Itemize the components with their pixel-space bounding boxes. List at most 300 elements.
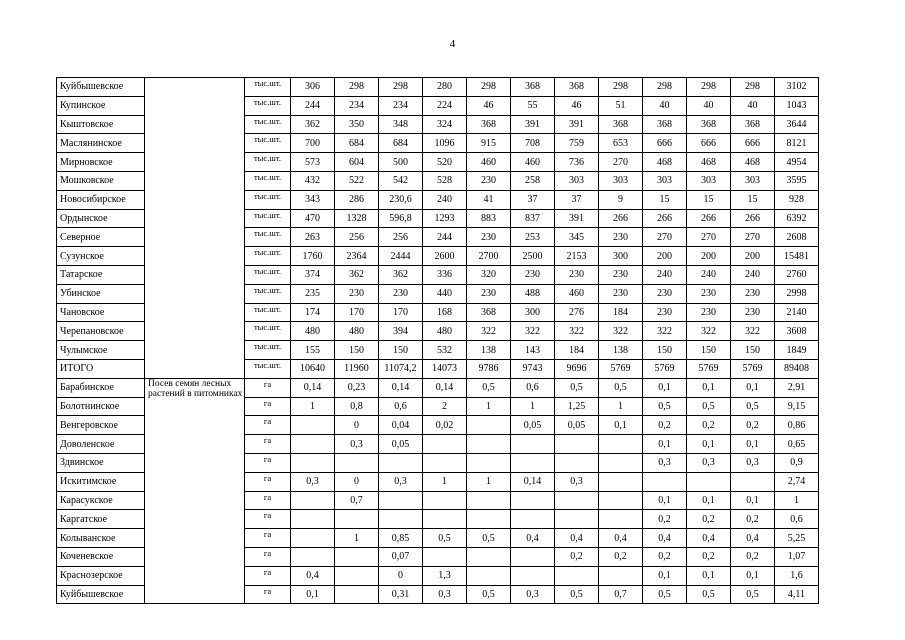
value-cell: 155 bbox=[291, 341, 335, 360]
value-cell bbox=[291, 453, 335, 472]
value-cell: 258 bbox=[511, 171, 555, 190]
value-cell: 230 bbox=[599, 265, 643, 284]
value-cell: 653 bbox=[599, 134, 643, 153]
value-cell: 4954 bbox=[775, 153, 819, 172]
value-cell: 684 bbox=[379, 134, 423, 153]
value-cell: 5,25 bbox=[775, 529, 819, 548]
value-cell: 1 bbox=[423, 472, 467, 491]
value-cell: 253 bbox=[511, 228, 555, 247]
value-cell: 256 bbox=[335, 228, 379, 247]
value-cell: 394 bbox=[379, 322, 423, 341]
value-cell: 0,2 bbox=[555, 547, 599, 566]
value-cell: 0,86 bbox=[775, 416, 819, 435]
value-cell: 0,23 bbox=[335, 378, 379, 397]
value-cell: 0,3 bbox=[555, 472, 599, 491]
value-cell: 9 bbox=[599, 190, 643, 209]
value-cell: 0,3 bbox=[643, 453, 687, 472]
unit-cell: тыс.шт. bbox=[245, 284, 291, 303]
value-cell: 322 bbox=[643, 322, 687, 341]
value-cell bbox=[335, 566, 379, 585]
value-cell: 0,5 bbox=[467, 585, 511, 604]
unit-cell: тыс.шт. bbox=[245, 78, 291, 97]
value-cell: 684 bbox=[335, 134, 379, 153]
value-cell: 266 bbox=[731, 209, 775, 228]
value-cell bbox=[379, 491, 423, 510]
unit-cell: га bbox=[245, 491, 291, 510]
value-cell: 0,1 bbox=[643, 491, 687, 510]
value-cell: 0,7 bbox=[599, 585, 643, 604]
value-cell: 320 bbox=[467, 265, 511, 284]
value-cell: 270 bbox=[687, 228, 731, 247]
value-cell: 0,5 bbox=[555, 585, 599, 604]
unit-cell: тыс.шт. bbox=[245, 322, 291, 341]
value-cell: 460 bbox=[511, 153, 555, 172]
value-cell: 230 bbox=[643, 303, 687, 322]
value-cell bbox=[379, 453, 423, 472]
value-cell: 0,5 bbox=[467, 378, 511, 397]
value-cell: 0,2 bbox=[643, 547, 687, 566]
value-cell: 1760 bbox=[291, 247, 335, 266]
value-cell: 0,4 bbox=[731, 529, 775, 548]
value-cell: 150 bbox=[643, 341, 687, 360]
value-cell: 0,05 bbox=[555, 416, 599, 435]
value-cell: 0,8 bbox=[335, 397, 379, 416]
value-cell bbox=[467, 510, 511, 529]
value-cell: 2600 bbox=[423, 247, 467, 266]
value-cell: 368 bbox=[467, 303, 511, 322]
value-cell: 89408 bbox=[775, 359, 819, 378]
value-cell: 0,31 bbox=[379, 585, 423, 604]
value-cell: 0,2 bbox=[731, 510, 775, 529]
value-cell: 0,3 bbox=[291, 472, 335, 491]
value-cell: 1293 bbox=[423, 209, 467, 228]
value-cell: 168 bbox=[423, 303, 467, 322]
value-cell: 298 bbox=[379, 78, 423, 97]
value-cell: 40 bbox=[687, 96, 731, 115]
value-cell: 368 bbox=[599, 115, 643, 134]
value-cell: 0,2 bbox=[731, 547, 775, 566]
value-cell: 0,3 bbox=[423, 585, 467, 604]
value-cell: 0,9 bbox=[775, 453, 819, 472]
value-cell: 270 bbox=[643, 228, 687, 247]
value-cell: 234 bbox=[335, 96, 379, 115]
value-cell: 184 bbox=[599, 303, 643, 322]
district-name: Искитимское bbox=[57, 472, 145, 491]
value-cell: 46 bbox=[555, 96, 599, 115]
district-name: ИТОГО bbox=[57, 359, 145, 378]
value-cell: 700 bbox=[291, 134, 335, 153]
value-cell: 0,4 bbox=[599, 529, 643, 548]
value-cell: 3595 bbox=[775, 171, 819, 190]
value-cell bbox=[555, 453, 599, 472]
value-cell: 480 bbox=[335, 322, 379, 341]
value-cell: 51 bbox=[599, 96, 643, 115]
value-cell bbox=[291, 416, 335, 435]
value-cell: 263 bbox=[291, 228, 335, 247]
value-cell: 0,6 bbox=[775, 510, 819, 529]
value-cell: 0,2 bbox=[687, 547, 731, 566]
value-cell: 460 bbox=[467, 153, 511, 172]
value-cell: 170 bbox=[379, 303, 423, 322]
district-name: Болотнинское bbox=[57, 397, 145, 416]
value-cell: 322 bbox=[731, 322, 775, 341]
value-cell: 1,07 bbox=[775, 547, 819, 566]
value-cell bbox=[423, 510, 467, 529]
value-cell: 324 bbox=[423, 115, 467, 134]
value-cell: 368 bbox=[687, 115, 731, 134]
value-cell: 0,5 bbox=[599, 378, 643, 397]
value-cell: 10640 bbox=[291, 359, 335, 378]
value-cell: 230 bbox=[467, 284, 511, 303]
value-cell: 0 bbox=[335, 472, 379, 491]
value-cell: 300 bbox=[511, 303, 555, 322]
value-cell: 666 bbox=[731, 134, 775, 153]
value-cell bbox=[335, 547, 379, 566]
value-cell: 0,5 bbox=[731, 397, 775, 416]
value-cell: 298 bbox=[643, 78, 687, 97]
value-cell: 0,14 bbox=[423, 378, 467, 397]
value-cell: 6392 bbox=[775, 209, 819, 228]
value-cell: 573 bbox=[291, 153, 335, 172]
value-cell: 0,05 bbox=[379, 435, 423, 454]
value-cell: 0,2 bbox=[643, 416, 687, 435]
value-cell: 0,3 bbox=[731, 453, 775, 472]
value-cell bbox=[379, 510, 423, 529]
value-cell bbox=[291, 529, 335, 548]
value-cell bbox=[687, 472, 731, 491]
value-cell bbox=[511, 453, 555, 472]
value-cell: 362 bbox=[291, 115, 335, 134]
unit-cell: га bbox=[245, 566, 291, 585]
value-cell: 0,2 bbox=[643, 510, 687, 529]
value-cell: 235 bbox=[291, 284, 335, 303]
value-cell: 0,85 bbox=[379, 529, 423, 548]
value-cell: 230,6 bbox=[379, 190, 423, 209]
value-cell: 298 bbox=[467, 78, 511, 97]
value-cell: 1043 bbox=[775, 96, 819, 115]
value-cell: 460 bbox=[555, 284, 599, 303]
value-cell: 0,05 bbox=[511, 416, 555, 435]
value-cell: 3102 bbox=[775, 78, 819, 97]
district-name: Куйбышевское bbox=[57, 585, 145, 604]
value-cell: 15481 bbox=[775, 247, 819, 266]
value-cell: 230 bbox=[687, 303, 731, 322]
value-cell: 368 bbox=[731, 115, 775, 134]
value-cell: 1 bbox=[467, 397, 511, 416]
value-cell bbox=[467, 435, 511, 454]
district-name: Северное bbox=[57, 228, 145, 247]
value-cell bbox=[731, 472, 775, 491]
unit-cell: га bbox=[245, 547, 291, 566]
value-cell: 303 bbox=[687, 171, 731, 190]
value-cell bbox=[335, 453, 379, 472]
value-cell: 470 bbox=[291, 209, 335, 228]
value-cell: 143 bbox=[511, 341, 555, 360]
value-cell: 2364 bbox=[335, 247, 379, 266]
value-cell: 0,4 bbox=[687, 529, 731, 548]
value-cell: 4,11 bbox=[775, 585, 819, 604]
value-cell: 759 bbox=[555, 134, 599, 153]
district-name: Коченевское bbox=[57, 547, 145, 566]
value-cell: 240 bbox=[643, 265, 687, 284]
value-cell: 0,07 bbox=[379, 547, 423, 566]
value-cell bbox=[335, 585, 379, 604]
value-cell bbox=[291, 435, 335, 454]
value-cell: 391 bbox=[511, 115, 555, 134]
value-cell: 234 bbox=[379, 96, 423, 115]
district-name: Купинское bbox=[57, 96, 145, 115]
value-cell: 0,14 bbox=[291, 378, 335, 397]
unit-cell: тыс.шт. bbox=[245, 171, 291, 190]
value-cell: 170 bbox=[335, 303, 379, 322]
value-cell: 2,74 bbox=[775, 472, 819, 491]
value-cell: 1 bbox=[335, 529, 379, 548]
value-cell: 336 bbox=[423, 265, 467, 284]
unit-cell: га bbox=[245, 397, 291, 416]
value-cell: 368 bbox=[555, 78, 599, 97]
unit-cell: га bbox=[245, 472, 291, 491]
value-cell: 2444 bbox=[379, 247, 423, 266]
value-cell: 0,02 bbox=[423, 416, 467, 435]
value-cell: 520 bbox=[423, 153, 467, 172]
value-cell: 0,1 bbox=[687, 378, 731, 397]
value-cell: 1096 bbox=[423, 134, 467, 153]
value-cell bbox=[423, 435, 467, 454]
value-cell: 0,2 bbox=[599, 547, 643, 566]
value-cell: 0,1 bbox=[731, 435, 775, 454]
value-cell: 174 bbox=[291, 303, 335, 322]
unit-cell: тыс.шт. bbox=[245, 303, 291, 322]
value-cell: 230 bbox=[731, 284, 775, 303]
value-cell bbox=[467, 547, 511, 566]
value-cell: 306 bbox=[291, 78, 335, 97]
value-cell: 11960 bbox=[335, 359, 379, 378]
unit-cell: тыс.шт. bbox=[245, 228, 291, 247]
value-cell bbox=[467, 453, 511, 472]
value-cell: 270 bbox=[599, 153, 643, 172]
value-cell: 230 bbox=[643, 284, 687, 303]
value-cell: 0,1 bbox=[643, 566, 687, 585]
unit-cell: тыс.шт. bbox=[245, 153, 291, 172]
value-cell: 0,6 bbox=[379, 397, 423, 416]
value-cell: 2140 bbox=[775, 303, 819, 322]
value-cell: 1328 bbox=[335, 209, 379, 228]
district-name: Мошковское bbox=[57, 171, 145, 190]
value-cell: 3608 bbox=[775, 322, 819, 341]
value-cell: 350 bbox=[335, 115, 379, 134]
value-cell: 0,6 bbox=[511, 378, 555, 397]
value-cell: 15 bbox=[687, 190, 731, 209]
value-cell: 928 bbox=[775, 190, 819, 209]
value-cell: 230 bbox=[511, 265, 555, 284]
value-cell: 298 bbox=[335, 78, 379, 97]
value-cell: 915 bbox=[467, 134, 511, 153]
value-cell: 0,1 bbox=[731, 491, 775, 510]
value-cell: 280 bbox=[423, 78, 467, 97]
value-cell: 1,3 bbox=[423, 566, 467, 585]
value-cell: 9696 bbox=[555, 359, 599, 378]
value-cell: 5769 bbox=[643, 359, 687, 378]
value-cell: 298 bbox=[731, 78, 775, 97]
value-cell: 303 bbox=[731, 171, 775, 190]
unit-cell: тыс.шт. bbox=[245, 247, 291, 266]
value-cell: 345 bbox=[555, 228, 599, 247]
value-cell: 440 bbox=[423, 284, 467, 303]
value-cell: 8121 bbox=[775, 134, 819, 153]
value-cell: 230 bbox=[731, 303, 775, 322]
value-cell: 374 bbox=[291, 265, 335, 284]
value-cell: 0,5 bbox=[643, 585, 687, 604]
value-cell bbox=[291, 510, 335, 529]
value-cell: 55 bbox=[511, 96, 555, 115]
value-cell: 266 bbox=[599, 209, 643, 228]
value-cell: 0,5 bbox=[423, 529, 467, 548]
value-cell: 230 bbox=[467, 228, 511, 247]
value-cell: 708 bbox=[511, 134, 555, 153]
district-name: Венгеровское bbox=[57, 416, 145, 435]
value-cell: 0,04 bbox=[379, 416, 423, 435]
value-cell: 0,5 bbox=[467, 529, 511, 548]
value-cell: 343 bbox=[291, 190, 335, 209]
value-cell: 666 bbox=[687, 134, 731, 153]
value-cell: 230 bbox=[687, 284, 731, 303]
value-cell: 0,5 bbox=[687, 585, 731, 604]
value-cell bbox=[555, 435, 599, 454]
value-cell: 230 bbox=[555, 265, 599, 284]
district-name: Чулымское bbox=[57, 341, 145, 360]
unit-cell: га bbox=[245, 435, 291, 454]
value-cell: 11074,2 bbox=[379, 359, 423, 378]
value-cell: 0,4 bbox=[643, 529, 687, 548]
district-name: Каргатское bbox=[57, 510, 145, 529]
value-cell: 0,3 bbox=[687, 453, 731, 472]
value-cell bbox=[467, 491, 511, 510]
value-cell: 2,91 bbox=[775, 378, 819, 397]
value-cell: 0,5 bbox=[687, 397, 731, 416]
value-cell: 46 bbox=[467, 96, 511, 115]
unit-cell: тыс.шт. bbox=[245, 96, 291, 115]
value-cell bbox=[467, 416, 511, 435]
value-cell: 240 bbox=[423, 190, 467, 209]
value-cell bbox=[555, 510, 599, 529]
value-cell: 0 bbox=[379, 566, 423, 585]
value-cell: 37 bbox=[555, 190, 599, 209]
district-name: Краснозерское bbox=[57, 566, 145, 585]
value-cell: 837 bbox=[511, 209, 555, 228]
value-cell: 244 bbox=[423, 228, 467, 247]
value-cell: 0,5 bbox=[731, 585, 775, 604]
value-cell: 596,8 bbox=[379, 209, 423, 228]
value-cell: 150 bbox=[335, 341, 379, 360]
value-cell: 468 bbox=[687, 153, 731, 172]
value-cell: 1,6 bbox=[775, 566, 819, 585]
table-row bbox=[57, 78, 819, 97]
value-cell: 368 bbox=[643, 115, 687, 134]
value-cell: 0,1 bbox=[291, 585, 335, 604]
value-cell: 240 bbox=[731, 265, 775, 284]
value-cell bbox=[599, 472, 643, 491]
district-name: Мирновское bbox=[57, 153, 145, 172]
unit-cell: тыс.шт. bbox=[245, 209, 291, 228]
value-cell: 604 bbox=[335, 153, 379, 172]
value-cell: 266 bbox=[643, 209, 687, 228]
value-cell: 2760 bbox=[775, 265, 819, 284]
value-cell: 1 bbox=[775, 491, 819, 510]
value-cell: 303 bbox=[555, 171, 599, 190]
value-cell: 9,15 bbox=[775, 397, 819, 416]
value-cell: 362 bbox=[335, 265, 379, 284]
value-cell bbox=[423, 547, 467, 566]
unit-cell: тыс.шт. bbox=[245, 359, 291, 378]
value-cell: 230 bbox=[599, 284, 643, 303]
value-cell: 542 bbox=[379, 171, 423, 190]
value-cell: 2153 bbox=[555, 247, 599, 266]
value-cell: 184 bbox=[555, 341, 599, 360]
value-cell: 500 bbox=[379, 153, 423, 172]
value-cell: 240 bbox=[687, 265, 731, 284]
value-cell bbox=[335, 510, 379, 529]
value-cell: 230 bbox=[379, 284, 423, 303]
unit-cell: тыс.шт. bbox=[245, 115, 291, 134]
value-cell: 0,1 bbox=[731, 378, 775, 397]
value-cell bbox=[599, 453, 643, 472]
activity-cell: Посев семян лесных растений в питомниках bbox=[145, 378, 245, 604]
value-cell bbox=[555, 491, 599, 510]
value-cell: 1 bbox=[511, 397, 555, 416]
value-cell bbox=[423, 491, 467, 510]
value-cell: 298 bbox=[599, 78, 643, 97]
value-cell: 0,2 bbox=[687, 416, 731, 435]
value-cell: 9786 bbox=[467, 359, 511, 378]
value-cell: 0,1 bbox=[687, 435, 731, 454]
district-name: Барабинское bbox=[57, 378, 145, 397]
value-cell: 528 bbox=[423, 171, 467, 190]
value-cell: 0,1 bbox=[599, 416, 643, 435]
value-cell: 1849 bbox=[775, 341, 819, 360]
value-cell: 0 bbox=[335, 416, 379, 435]
value-cell bbox=[511, 435, 555, 454]
value-cell: 522 bbox=[335, 171, 379, 190]
value-cell: 303 bbox=[643, 171, 687, 190]
value-cell: 298 bbox=[687, 78, 731, 97]
district-name: Чановское bbox=[57, 303, 145, 322]
value-cell: 2700 bbox=[467, 247, 511, 266]
unit-cell: га bbox=[245, 529, 291, 548]
district-name: Маслянинское bbox=[57, 134, 145, 153]
value-cell: 0,1 bbox=[731, 566, 775, 585]
value-cell: 15 bbox=[731, 190, 775, 209]
value-cell bbox=[599, 491, 643, 510]
value-cell: 150 bbox=[687, 341, 731, 360]
value-cell: 480 bbox=[291, 322, 335, 341]
value-cell: 286 bbox=[335, 190, 379, 209]
value-cell: 0,2 bbox=[731, 416, 775, 435]
value-cell bbox=[511, 566, 555, 585]
value-cell: 362 bbox=[379, 265, 423, 284]
value-cell: 9743 bbox=[511, 359, 555, 378]
district-name: Татарское bbox=[57, 265, 145, 284]
value-cell: 0,1 bbox=[643, 378, 687, 397]
value-cell: 391 bbox=[555, 115, 599, 134]
value-cell: 0,4 bbox=[511, 529, 555, 548]
value-cell: 0,4 bbox=[291, 566, 335, 585]
value-cell: 256 bbox=[379, 228, 423, 247]
value-cell: 736 bbox=[555, 153, 599, 172]
value-cell bbox=[511, 547, 555, 566]
value-cell: 468 bbox=[731, 153, 775, 172]
value-cell bbox=[423, 453, 467, 472]
value-cell: 3644 bbox=[775, 115, 819, 134]
